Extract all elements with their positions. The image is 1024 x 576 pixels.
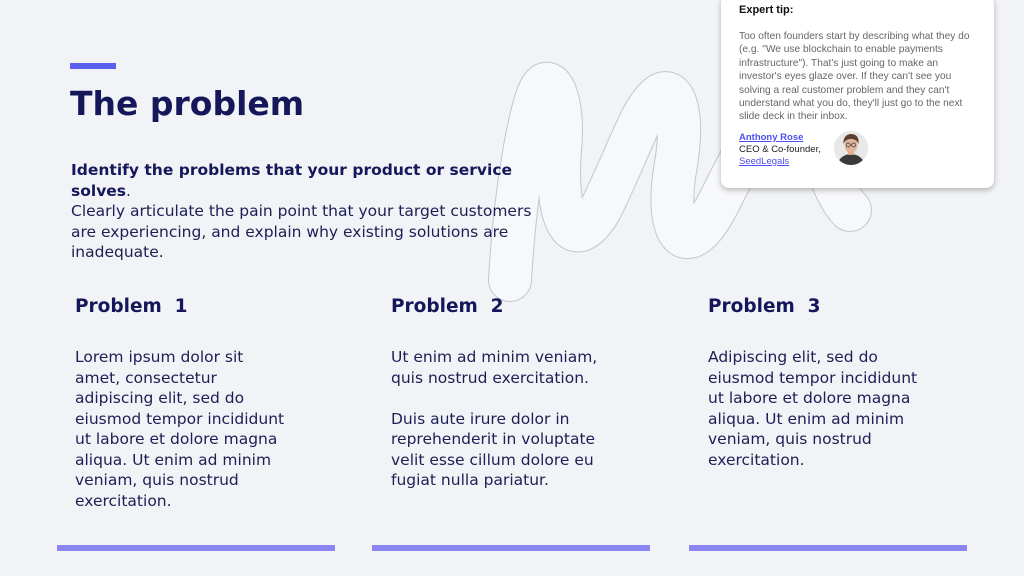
intro-text [71,160,541,263]
problem-title: Problem 3 [708,296,821,317]
problem-column-1 [75,296,315,511]
bottom-bar-1 [57,545,335,551]
tip-heading: Expert tip: [739,4,794,16]
problem-body: Ut enim ad minim veniam, quis nostrud exercitation. Duis aute irure dolor in reprehenderit in voluptate velit esse cillum dolore eu fugiat nulla pariatur. [391,348,598,489]
bottom-bar-3 [689,545,967,551]
problem-body: Lorem ipsum dolor sit amet, consectetur adipiscing elit, sed do eiusmod tempor incididunt ut labore et dolore magna aliqua. Ut enim ad minim veniam, quis nostrud exercitation. [75,348,285,510]
bottom-bar-2 [372,545,650,551]
problem-title: Problem 1 [75,296,188,317]
tip-body: Too often founders start by describing what they do (e.g. "We use blockchain to enable payments infrastructure"). That's just going to make an investor's eyes glaze over. If they can't see you solving a real customer problem and they can't understand what you do, they'll just go to the next slide deck in their inbox. [739,31,970,123]
author-name-link[interactable]: Anthony Rose [739,132,804,143]
problem-title: Problem 2 [391,296,504,317]
title-accent-bar [70,63,116,69]
author-avatar-icon [834,131,868,165]
page-title: The problem [70,84,305,123]
expert-tip-card [721,0,994,188]
intro-body: Clearly articulate the pain point that your target customers are experiencing, and explain why existing solutions are inadequate. [71,202,532,261]
problem-column-2 [391,296,631,491]
intro-period: . [126,181,131,200]
intro-lead: Identify the problems that your product or service solves [71,161,513,200]
author-role: CEO & Co-founder, [739,144,821,155]
problem-body: Adipiscing elit, sed do eiusmod tempor incididunt ut labore et dolore magna aliqua. Ut enim ad minim veniam, quis nostrud exercitation. [708,348,918,469]
author-company-link[interactable]: SeedLegals [739,156,790,167]
problem-column-3 [708,296,948,470]
